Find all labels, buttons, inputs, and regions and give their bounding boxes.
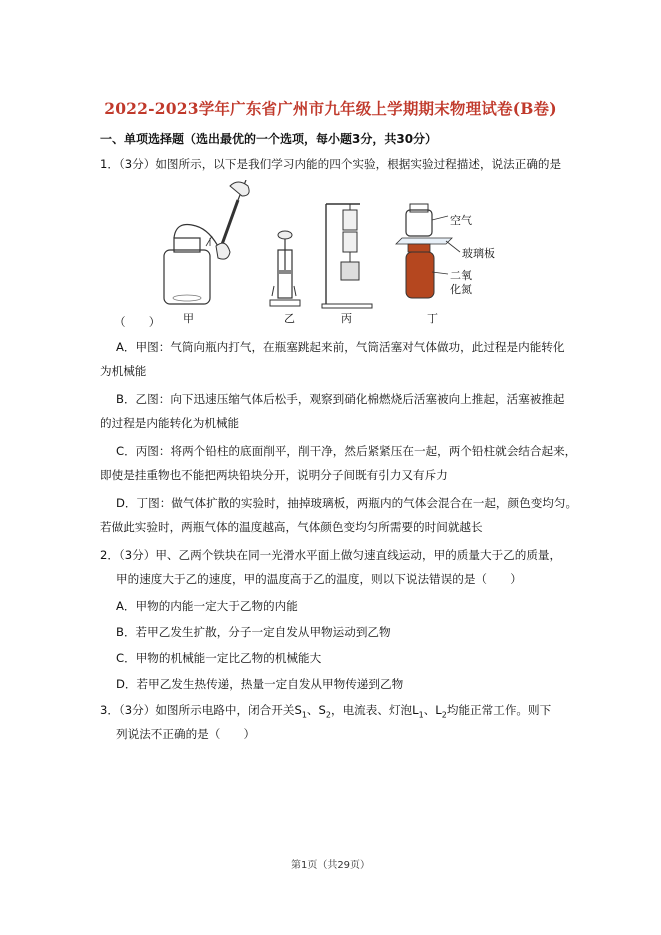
label-no2-line1: 二氧 [450, 269, 472, 282]
figure-label-bing: 丙 [341, 312, 352, 325]
figure-jia-bottle-pump [164, 180, 249, 304]
q2-option-d: D．若甲乙发生热传递，热量一定自发从甲物传递到乙物 [116, 677, 404, 691]
q1-stem: 1．（3分）如图所示，以下是我们学习内能的四个实验，根据实验过程描述，说法正确的是 [100, 157, 562, 171]
q1-option-d-line1: D．丁图：做气体扩散的实验时，抽掉玻璃板，两瓶内的气体会混合在一起，颜色变均匀。 [116, 496, 578, 510]
figure-yi-cylinder [270, 231, 300, 306]
exam-title: 2022-2023学年广东省广州市九年级上学期期末物理试卷(B卷) [104, 99, 557, 118]
q1-option-c-line1: C．丙图：将两个铅柱的底面削平，削干净，然后紧紧压在一起，两个铅柱就会结合起来， [116, 444, 577, 458]
q1-option-b-line1: B．乙图：向下迅速压缩气体后松手，观察到硝化棉燃烧后活塞被向上推起，活塞被推起 [116, 392, 565, 406]
label-air: 空气 [450, 214, 472, 227]
section-heading: 一、单项选择题（选出最优的一个选项，每小题3分，共30分） [100, 132, 438, 146]
label-glass-plate: 玻璃板 [462, 247, 495, 260]
q1-option-d-line2: 若做此实验时，两瓶气体的温度越高，气体颜色变均匀所需要的时间就越长 [100, 520, 483, 534]
q3-stem-line1: 3．（3分）如图所示电路中，闭合开关$S_1$、$S_2$，电流表、灯泡$L_1$、$L_2$均能正常工作。则下 [100, 703, 552, 720]
q2-stem-line2: 甲的速度大于乙的速度，甲的温度高于乙的温度，则以下说法错误的是（ ） [116, 572, 522, 586]
q1-option-c-line2: 即使是挂重物也不能把两块铅块分开，说明分子间既有引力又有斥力 [100, 468, 448, 482]
label-no2-line2: 化氮 [450, 283, 472, 296]
page-footer: 第1页（共29页） [290, 860, 371, 871]
figure-bing-lead-cylinders [322, 204, 372, 308]
q1-option-b-line2: 的过程是内能转化为机械能 [100, 416, 240, 430]
q2-option-c: C．甲物的机械能一定比乙物的机械能大 [116, 651, 322, 665]
figure-label-ding: 丁 [427, 312, 438, 325]
q1-answer-paren: （ ） [114, 315, 161, 329]
q1-option-a-line1: A．甲图：气筒向瓶内打气，在瓶塞跳起来前，气筒活塞对气体做功，此过程是内能转化 [116, 340, 565, 354]
figure-label-jia: 甲 [183, 312, 194, 325]
q2-option-a: A．甲物的内能一定大于乙物的内能 [116, 599, 298, 613]
q3-stem-line2: 列说法不正确的是（ ） [116, 727, 256, 741]
figure-label-yi: 乙 [284, 312, 295, 325]
q1-option-a-line2: 为机械能 [100, 364, 147, 378]
q2-option-b: B．若甲乙发生扩散，分子一定自发从甲物运动到乙物 [116, 625, 391, 639]
q2-stem-line1: 2．（3分）甲、乙两个铁块在同一光滑水平面上做匀速直线运动，甲的质量大于乙的质量， [100, 548, 562, 562]
